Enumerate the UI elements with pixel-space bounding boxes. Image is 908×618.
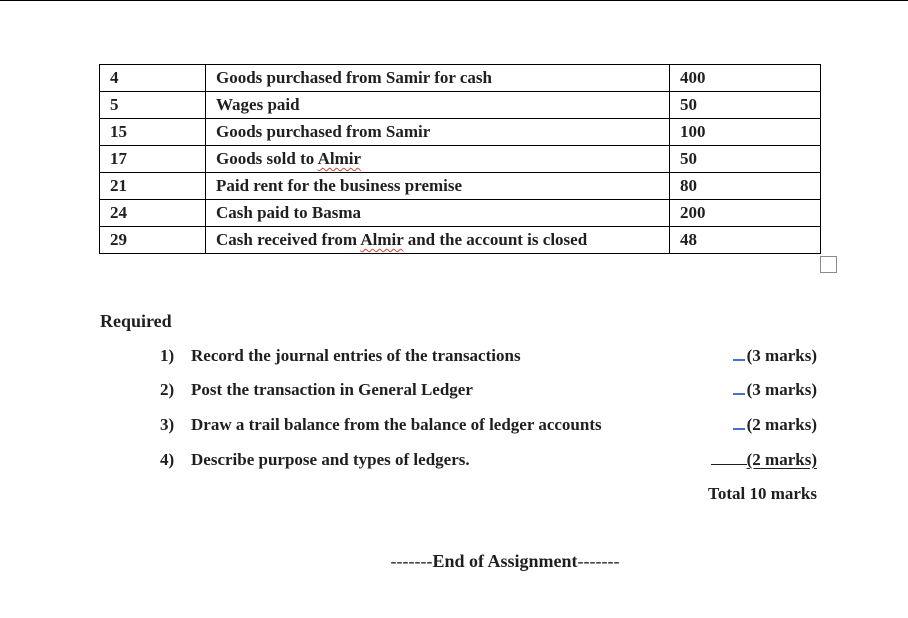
marks-text: (2 marks): [746, 415, 817, 434]
description-cell: Paid rent for the business premise: [206, 173, 670, 200]
table-row: [100, 227, 821, 254]
revision-mark-icon: [733, 351, 745, 361]
task-marks: [733, 346, 817, 366]
table-row: [100, 119, 821, 146]
amount-cell: 100: [670, 119, 821, 146]
amount-cell: 50: [670, 146, 821, 173]
task-number: 1): [160, 346, 175, 365]
table-anchor-handle[interactable]: [820, 256, 837, 273]
marks-text: (3 marks): [746, 346, 817, 365]
day-cell: 29: [100, 227, 206, 254]
task-text: Draw a trail balance from the balance of ledger accounts: [191, 415, 602, 434]
description-text: Cash received from: [216, 230, 361, 249]
task-number: 3): [160, 415, 175, 434]
description-cell: [206, 227, 670, 254]
day-cell: 17: [100, 146, 206, 173]
task-marks: [711, 450, 817, 470]
dash-separator: -------: [390, 551, 433, 571]
description-cell: Wages paid: [206, 92, 670, 119]
description-cell: Cash paid to Basma: [206, 200, 670, 227]
day-cell: 24: [100, 200, 206, 227]
task-marks: [733, 415, 817, 435]
required-heading: Required: [100, 311, 172, 331]
amount-cell: 50: [670, 92, 821, 119]
marks-text: (2 marks): [746, 450, 817, 469]
task-item: [160, 450, 470, 470]
task-item: [160, 346, 521, 366]
spellcheck-flagged-word[interactable]: Almir: [360, 230, 404, 249]
description-text: and the account is closed: [403, 230, 588, 249]
table-row: [100, 65, 821, 92]
underline-rule: [711, 452, 747, 465]
task-text: Record the journal entries of the transactions: [191, 346, 521, 365]
table-row: [100, 173, 821, 200]
day-cell: 21: [100, 173, 206, 200]
table-row: [100, 92, 821, 119]
page-top-rule: [0, 0, 908, 1]
amount-cell: 80: [670, 173, 821, 200]
end-text: End of Assignment: [432, 551, 578, 571]
amount-cell: 200: [670, 200, 821, 227]
task-marks: [733, 380, 817, 400]
task-number: 4): [160, 450, 175, 469]
table-row: [100, 200, 821, 227]
day-cell: 5: [100, 92, 206, 119]
task-item: [160, 380, 473, 400]
description-cell: Goods purchased from Samir for cash: [206, 65, 670, 92]
total-marks: Total 10 marks: [708, 484, 817, 503]
end-of-assignment: [0, 551, 908, 572]
revision-mark-icon: [733, 420, 745, 430]
day-cell: 15: [100, 119, 206, 146]
amount-cell: 400: [670, 65, 821, 92]
description-cell: Goods purchased from Samir: [206, 119, 670, 146]
task-text: Describe purpose and types of ledgers.: [191, 450, 470, 469]
task-text: Post the transaction in General Ledger: [191, 380, 473, 399]
marks-text: (3 marks): [746, 380, 817, 399]
description-text: Goods sold to: [216, 149, 318, 168]
day-cell: 4: [100, 65, 206, 92]
amount-cell: 48: [670, 227, 821, 254]
transactions-table: [99, 64, 821, 254]
task-item: [160, 415, 602, 435]
spellcheck-flagged-word[interactable]: Almir: [317, 149, 361, 168]
task-number: 2): [160, 380, 175, 399]
table-row: [100, 146, 821, 173]
revision-mark-icon: [733, 385, 745, 395]
description-cell: [206, 146, 670, 173]
dash-separator: -------: [577, 551, 620, 571]
